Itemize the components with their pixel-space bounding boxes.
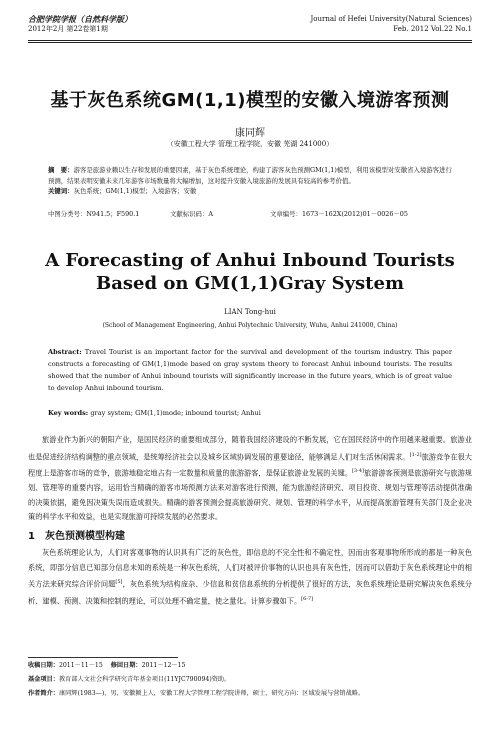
abstract-en-text: Travel Tourist is an important factor for the survival and development of the tourism industry. This paper constructs a forecasting of GM(1,1)mode based on gray system theory to forecast Anhui inbound tourists. The results showed that the number of Anhui inbound tourists will significantly increase in the future years, which is of great value to develop Anhui inbound tourism. bbox=[48, 348, 452, 392]
header-rule-thin bbox=[28, 42, 472, 43]
citation: [1-2] bbox=[409, 451, 422, 458]
issue-en: Feb. 2012 Vol.22 No.1 bbox=[393, 25, 472, 33]
section1-paragraph bbox=[28, 546, 472, 609]
journal-name-cn: 合肥学院学报（自然科学版） bbox=[28, 14, 132, 24]
keywords-en-text: gray system; GM(1,1)mode; inbound tourist; Anhui bbox=[90, 409, 261, 417]
received-label: 收稿日期： bbox=[28, 662, 59, 669]
header-rule bbox=[28, 40, 472, 41]
citation: [5] bbox=[115, 579, 123, 585]
abstract-cn-text: 游客是旅游业赖以生存和发展的重要因素，基于灰色系统理论，构建了游客灰色预测GM(1,1)模型，利用该模型对安徽省入境游客进行预测，结果表明安徽未来几年游客市场数量将大幅增加，这对提升安徽入境旅游的发展具有较高的参考价值。 bbox=[48, 166, 452, 185]
intro-text-a: 旅游业作为新兴的朝阳产业，是国民经济的重要组成部分，随着我国经济建设的不断发展，它在国民经济中的作用越来越重要。旅游业也是促进经济结构调整的重点领域，是统筹经济社会以及城乡区域协调发展的重要途径，能够满足人们对生活休闲需求。 bbox=[28, 435, 472, 461]
affiliation-en: (School of Management Engineering, Anhui Polytechnic University, Wuhu, Anhui 241000, China) bbox=[102, 322, 398, 329]
author-bio-label: 作者简介： bbox=[28, 690, 59, 697]
citation: [3-4] bbox=[352, 468, 364, 475]
citation: [6-7] bbox=[301, 595, 314, 602]
revised-label: 修回日期： bbox=[110, 662, 142, 669]
keywords-cn-text: 灰色系统；GM(1,1)模型；入境游客；安徽 bbox=[73, 187, 197, 195]
keywords-en-label: Key words: bbox=[48, 409, 89, 417]
title-en-line1: A Forecasting of Anhui Inbound Tourists bbox=[45, 250, 455, 271]
author-cn: 康同辉 bbox=[235, 128, 265, 139]
intro-text-c: 旅游游客预测是旅游研究与旅游规划、管理等的重要内容，运用恰当精确的游客市场预测方法来对游客进行预测，能为旅游经济研究、项目投资、规划与管理等活动提供准确的决策依据，避免因决策失误而造成损失。精确的游客预测会提高旅游研究、规划、管理的科学水平，从而提高旅游管理有关部门及企业决策的科学水平和效益，也是实现旅游可持续发展的必然要求。 bbox=[28, 468, 472, 522]
footnote-rule bbox=[28, 657, 178, 658]
sec1-text-b: ，灰色系统为结构庞杂、少信息和贫信息系统的分析提供了很好的方法，灰色系统理论是研究解决灰色系统分析、建模、预测、决策和控制的理论，可以处理不确定量，使之量化。计算步骤如下。 bbox=[28, 579, 472, 606]
abstract-en bbox=[48, 346, 452, 394]
revised-date: 2011－12－15 bbox=[141, 662, 186, 669]
footnote-author bbox=[28, 689, 472, 699]
author-bio-text: 康同辉(1983—)，男，安徽颍上人，安徽工程大学管理工程学院讲师，硕士，研究方向：区域发展与营销战略。 bbox=[58, 690, 365, 697]
received-date: 2011－11－15 bbox=[58, 662, 103, 669]
fund-label: 基金项目： bbox=[28, 676, 59, 683]
title-cn: 基于灰色系统GM(1,1)模型的安徽入境游客预测 bbox=[50, 90, 450, 111]
fund-text: 教育部人文社会科学研究青年基金项目(11YJC790094)资助。 bbox=[58, 676, 231, 683]
abstract-cn bbox=[48, 165, 452, 197]
footnote-dates bbox=[28, 661, 472, 671]
issue-cn: 2012年2月 第22卷第1期 bbox=[28, 25, 108, 33]
title-en-line2: Based on GM(1,1)Gray System bbox=[96, 273, 404, 294]
intro-text-b: 旅游竞争在很大程度上是游客市场的竞争，旅游地稳定地占有一定数量和质量的旅游游客，是保证旅游业发展的关键。 bbox=[28, 451, 472, 478]
journal-name-en: Journal of Hefei University(Natural Sciences) bbox=[310, 15, 472, 23]
header-left bbox=[28, 14, 132, 34]
footnote-fund bbox=[28, 675, 472, 685]
keywords-cn-label: 关键词： bbox=[48, 187, 74, 195]
sec1-text-a: 灰色系统理论认为，人们对客观事物的认识具有广泛的灰色性，即信息的不完全性和不确定性，因而由客观事物所形成的都是一种灰色系统，即部分信息已知部分信息未知的系统是一种灰色系统，人们对被评价事物的认识也具有灰色性，因而可以借助于灰色系统理论中的相关方法来研究综合评价问题 bbox=[28, 548, 472, 589]
keywords-en bbox=[48, 409, 452, 417]
author-en: LIAN Tong-hui bbox=[224, 308, 276, 316]
title-en bbox=[0, 249, 500, 295]
abstract-en-label: Abstract: bbox=[48, 348, 82, 356]
clc-number: 中图分类号：N941.5；F590.1 bbox=[48, 210, 140, 218]
header-right bbox=[310, 14, 472, 34]
document-code: 文献标识码：A bbox=[170, 210, 213, 218]
abstract-cn-label: 摘 要： bbox=[48, 166, 74, 174]
affiliation-cn: （安徽工程大学 管理工程学院，安徽 芜湖 241000） bbox=[166, 140, 334, 148]
article-number: 文章编号：1673－162X(2012)01－0026－05 bbox=[270, 210, 408, 218]
intro-paragraph bbox=[28, 433, 472, 525]
section-heading: 1 灰色预测模型构建 bbox=[28, 531, 125, 542]
